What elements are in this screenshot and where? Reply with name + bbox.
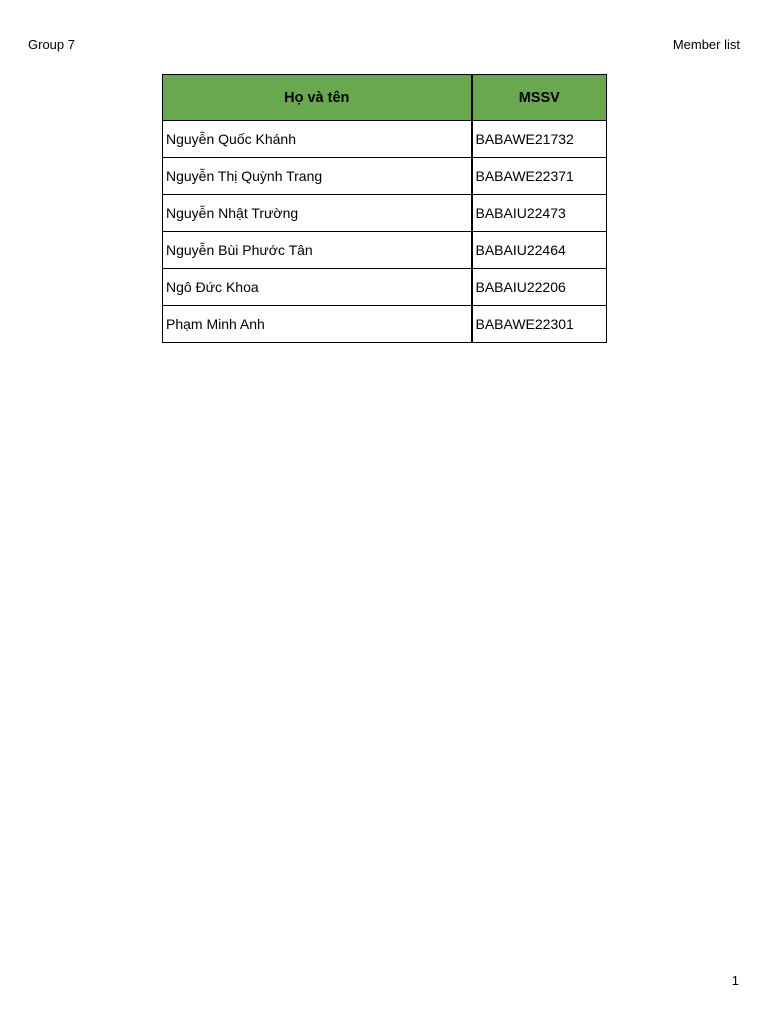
table-row (163, 158, 607, 195)
cell-student-id: BABAIU22473 (472, 195, 607, 232)
page-header-left: Group 7 (28, 37, 75, 52)
table-header-row (163, 75, 607, 121)
cell-name: Nguyễn Quốc Khánh (163, 121, 472, 158)
cell-name: Phạm Minh Anh (163, 306, 472, 343)
page-number: 1 (731, 973, 739, 988)
cell-student-id: BABAIU22464 (472, 232, 607, 269)
column-header-name: Họ và tên (163, 75, 472, 121)
cell-name: Nguyễn Nhật Trường (163, 195, 472, 232)
cell-name: Nguyễn Thị Quỳnh Trang (163, 158, 472, 195)
table-row (163, 232, 607, 269)
member-table (162, 74, 607, 343)
table-row (163, 195, 607, 232)
cell-student-id: BABAWE21732 (472, 121, 607, 158)
cell-name: Nguyễn Bùi Phước Tân (163, 232, 472, 269)
table-row (163, 269, 607, 306)
cell-name: Ngô Đức Khoa (163, 269, 472, 306)
column-header-student-id: MSSV (472, 75, 607, 121)
cell-student-id: BABAIU22206 (472, 269, 607, 306)
table-row (163, 121, 607, 158)
cell-student-id: BABAWE22371 (472, 158, 607, 195)
cell-student-id: BABAWE22301 (472, 306, 607, 343)
table-row (163, 306, 607, 343)
page-header-right: Member list (672, 37, 740, 52)
